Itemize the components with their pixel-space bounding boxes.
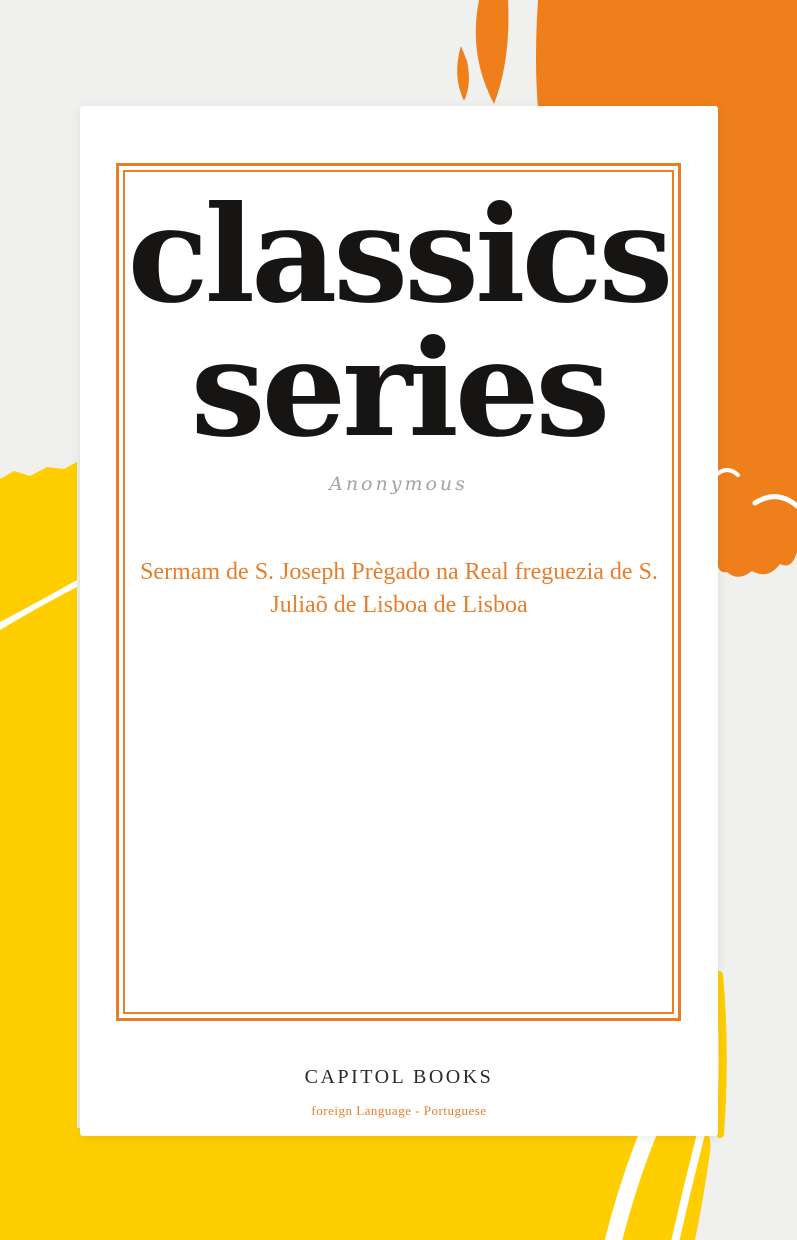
orange-brush-stroke-flame — [457, 46, 469, 101]
book-cover-card — [80, 106, 718, 1136]
yellow-brush-left-band — [0, 462, 77, 1240]
category-line: foreign Language - Portuguese — [311, 1103, 487, 1118]
yellow-edge-sliver — [719, 975, 723, 1134]
orange-brush-stroke-curved — [476, 0, 509, 104]
book-author: Anonymous — [329, 473, 468, 495]
publisher-name: CAPITOL BOOKS — [304, 1066, 494, 1088]
yellow-brush-bottom-band — [0, 1128, 711, 1240]
book-title: classics series — [127, 177, 670, 467]
book-subtitle: Sermam de S. Joseph Prègado na Real freguezia de S. Juliaõ de Lisboa de Lisboa — [140, 559, 658, 618]
